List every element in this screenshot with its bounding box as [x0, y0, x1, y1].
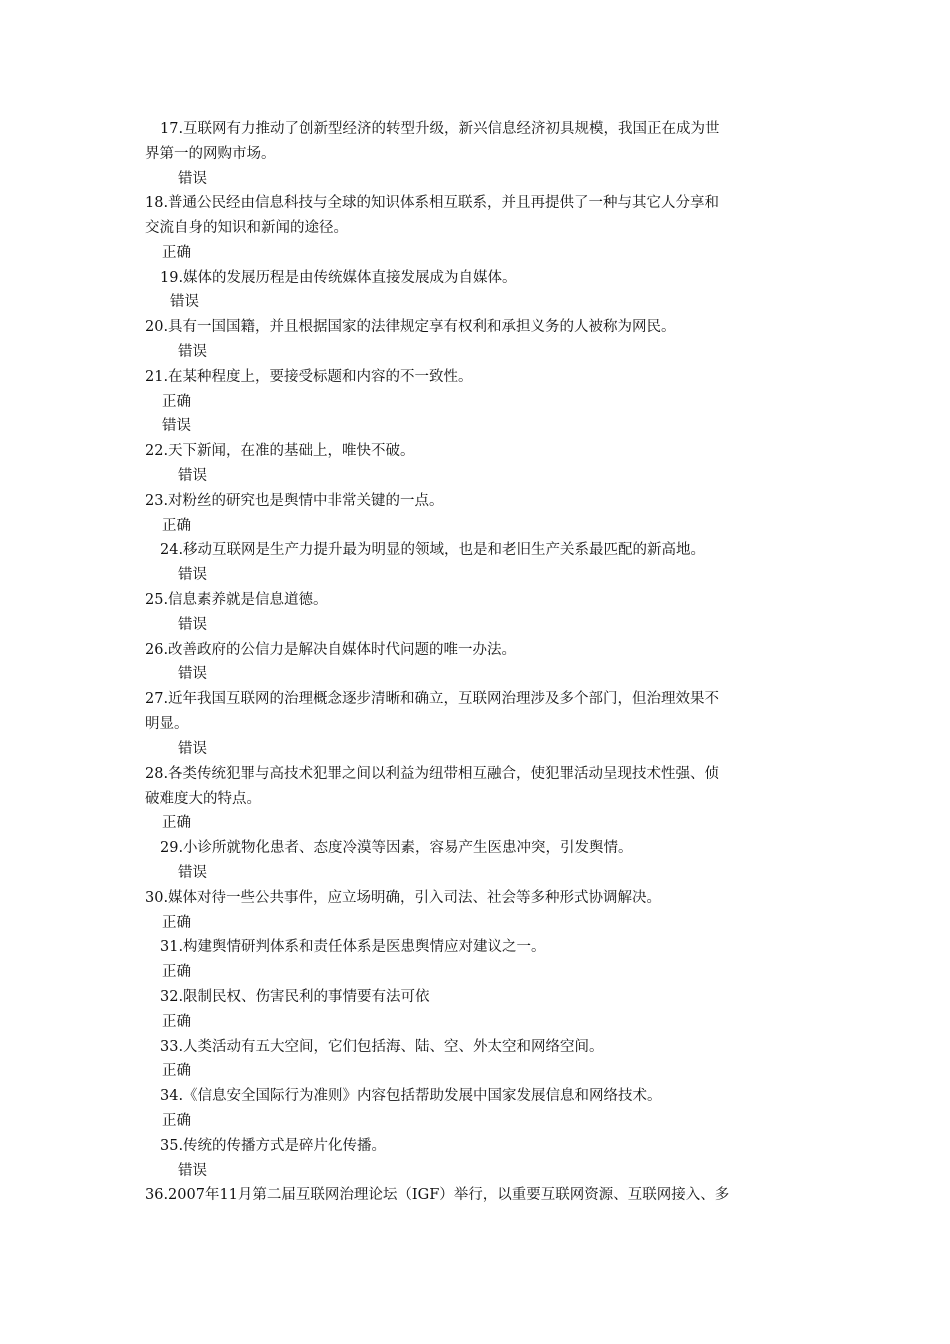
answer-32: 正确 — [162, 1014, 191, 1030]
answer-28: 正确 — [162, 815, 191, 831]
answer-18: 正确 — [162, 245, 191, 261]
question-27-line-2: 明显。 — [145, 716, 189, 732]
answer-25: 错误 — [178, 617, 207, 633]
question-20: 20.具有一国国籍，并且根据国家的法律规定享有权利和承担义务的人被称为网民。 — [145, 319, 676, 335]
answer-23: 正确 — [162, 518, 191, 534]
question-22: 22.天下新闻，在准的基础上，唯快不破。 — [145, 443, 415, 459]
answer-35: 错误 — [178, 1163, 207, 1179]
question-21: 21.在某种程度上，要接受标题和内容的不一致性。 — [145, 369, 473, 385]
answer-26: 错误 — [178, 666, 207, 682]
answer-21-alt: 错误 — [162, 418, 191, 434]
question-18-line-1: 18.普通公民经由信息科技与全球的知识体系相互联系，并且再提供了一种与其它人分享和 — [145, 195, 720, 211]
question-24: 24.移动互联网是生产力提升最为明显的领域，也是和老旧生产关系最匹配的新高地。 — [160, 542, 706, 558]
answer-29: 错误 — [178, 865, 207, 881]
question-23: 23.对粉丝的研究也是舆情中非常关键的一点。 — [145, 493, 444, 509]
question-28-line-1: 28.各类传统犯罪与高技术犯罪之间以利益为纽带相互融合，使犯罪活动呈现技术性强、侦 — [145, 766, 720, 782]
question-19: 19.媒体的发展历程是由传统媒体直接发展成为自媒体。 — [160, 270, 517, 286]
question-31: 31.构建舆情研判体系和责任体系是医患舆情应对建议之一。 — [160, 939, 546, 955]
question-18-line-2: 交流自身的知识和新闻的途径。 — [145, 220, 348, 236]
answer-21: 正确 — [162, 394, 191, 410]
answer-19: 错误 — [170, 294, 199, 310]
question-25: 25.信息素养就是信息道德。 — [145, 592, 328, 608]
question-28-line-2: 破难度大的特点。 — [145, 791, 261, 807]
question-17-line-1: 17.互联网有力推动了创新型经济的转型升级，新兴信息经济初具规模，我国正在成为世 — [160, 121, 720, 137]
answer-24: 错误 — [178, 567, 207, 583]
question-35: 35.传统的传播方式是碎片化传播。 — [160, 1138, 387, 1154]
answer-34: 正确 — [162, 1113, 191, 1129]
question-29: 29.小诊所就物化患者、态度冷漠等因素，容易产生医患冲突，引发舆情。 — [160, 840, 633, 856]
answer-20: 错误 — [178, 344, 207, 360]
answer-30: 正确 — [162, 915, 191, 931]
answer-17: 错误 — [178, 171, 207, 187]
question-33: 33.人类活动有五大空间，它们包括海、陆、空、外太空和网络空间。 — [160, 1039, 604, 1055]
answer-27: 错误 — [178, 741, 207, 757]
question-36: 36.2007年11月第二届互联网治理论坛（IGF）举行，以重要互联网资源、互联网接入、多 — [145, 1187, 730, 1203]
question-26: 26.改善政府的公信力是解决自媒体时代问题的唯一办法。 — [145, 642, 517, 658]
answer-33: 正确 — [162, 1063, 191, 1079]
question-30: 30.媒体对待一些公共事件，应立场明确，引入司法、社会等多种形式协调解决。 — [145, 890, 662, 906]
question-27-line-1: 27.近年我国互联网的治理概念逐步清晰和确立，互联网治理涉及多个部门，但治理效果不 — [145, 691, 720, 707]
question-17-line-2: 界第一的网购市场。 — [145, 146, 276, 162]
question-32: 32.限制民权、伤害民利的事情要有法可依 — [160, 989, 430, 1005]
answer-31: 正确 — [162, 964, 191, 980]
question-34: 34.《信息安全国际行为准则》内容包括帮助发展中国家发展信息和网络技术。 — [160, 1088, 662, 1104]
answer-22: 错误 — [178, 468, 207, 484]
